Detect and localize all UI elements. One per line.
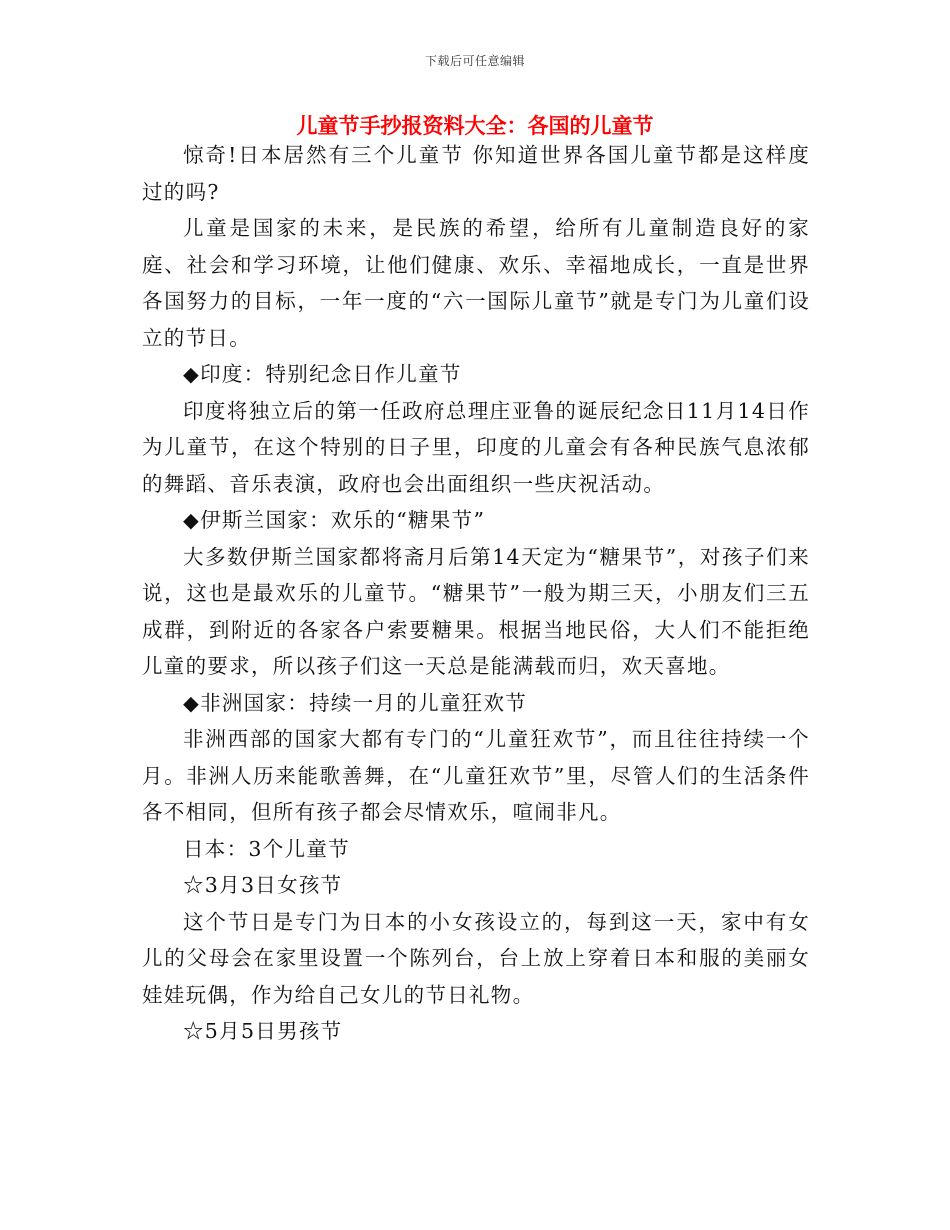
subheading-boys-day: ☆5月5日男孩节 xyxy=(183,1019,343,1043)
intro-paragraph: 惊奇!日本居然有三个儿童节 你知道世界各国儿童节都是这样度过的吗? xyxy=(142,143,810,204)
paragraph-india: 印度将独立后的第一任政府总理庄亚鲁的诞辰纪念日11月14日作为儿童节，在这个特别的日子里，印度的儿童会有各种民族气息浓郁的舞蹈、音乐表演，政府也会出面组织一些庆祝活动。 xyxy=(142,398,810,496)
section-heading-africa: ◆非洲国家：持续一月的儿童狂欢节 xyxy=(183,690,528,715)
header-note: 下载后可任意编辑 xyxy=(424,54,525,68)
paragraph-girls-day: 这个节日是专门为日本的小女孩设立的，每到这一天，家中有女儿的父母会在家里设置一个陈列台，台上放上穿着日本和服的美丽女娃娃玩偶，作为给自己女儿的节日礼物。 xyxy=(142,909,810,1007)
paragraph-children-future: 儿童是国家的未来，是民族的希望，给所有儿童制造良好的家庭、社会和学习环境，让他们健康、欢乐、幸福地成长，一直是世界各国努力的目标，一年一度的“六一国际儿童节”就是专门为儿童们设立的节日。 xyxy=(142,216,810,350)
section-heading-japan: 日本：3个儿童节 xyxy=(183,836,350,861)
document-title: 儿童节手抄报资料大全：各国的儿童节 xyxy=(296,114,654,138)
subheading-girls-day: ☆3月3日女孩节 xyxy=(183,873,343,897)
paragraph-islamic-countries: 大多数伊斯兰国家都将斋月后第14天定为“糖果节”，对孩子们来说，这也是最欢乐的儿童节。“糖果节”一般为期三天，小朋友们三五成群，到附近的各家各户索要糖果。根据当地民俗，大人们不能拒绝儿童的要求，所以孩子们这一天总是能满载而归，欢天喜地。 xyxy=(142,544,810,678)
paragraph-africa: 非洲西部的国家大都有专门的“儿童狂欢节”，而且往往持续一个月。非洲人历来能歌善舞，在“儿童狂欢节”里，尽管人们的生活条件各不相同，但所有孩子都会尽情欢乐，喧闹非凡。 xyxy=(142,727,810,824)
document-body xyxy=(142,137,810,1050)
section-heading-india: ◆印度：特别纪念日作儿童节 xyxy=(183,362,462,386)
section-heading-islamic-countries: ◆伊斯兰国家：欢乐的“糖果节” xyxy=(183,508,486,532)
